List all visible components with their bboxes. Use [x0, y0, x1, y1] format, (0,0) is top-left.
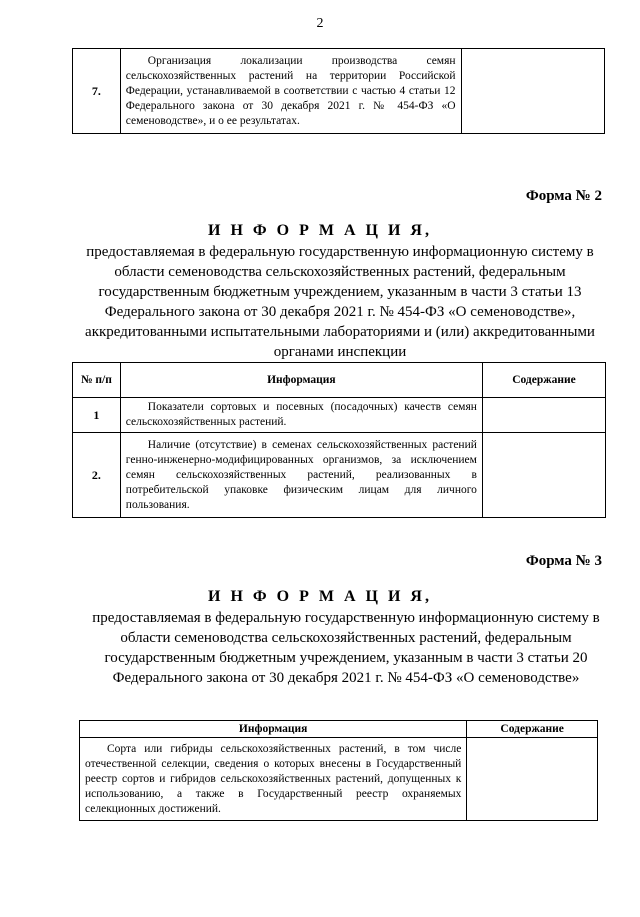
- row-number: 1: [73, 398, 121, 433]
- form2-title: И Н Ф О Р М А Ц И Я,: [208, 222, 432, 239]
- header-information: Информация: [80, 721, 467, 738]
- row-number: 7.: [73, 49, 121, 134]
- row-content: [467, 738, 598, 821]
- table-header-row: [73, 363, 606, 398]
- row-information: Показатели сортовых и посевных (посадочных) качеств семян сельскохозяйственных растений.: [120, 398, 482, 433]
- row-content: [482, 433, 605, 518]
- header-information: Информация: [120, 363, 482, 398]
- form2-subtitle: предоставляемая в федеральную государственную информационную систему в области семеноводства сельскохозяйственных растений, федеральным государственным бюджетным учреждением, указанным в части 3 статьи 13 Федерального закона от 30 декабря 2021 г. № 454-ФЗ «О семеноводстве», аккредитованными испытательными лабораториями и (или) аккредитованными органами инспекции: [85, 244, 595, 360]
- form3-subtitle: предоставляемая в федеральную государственную информационную систему в области семеноводства сельскохозяйственных растений, федеральным государственным бюджетным учреждением, указанным в части 3 статьи 20 Федерального закона от 30 декабря 2021 г. № 454-ФЗ «О семеноводстве»: [92, 610, 600, 686]
- row-information: Организация локализации производства семян сельскохозяйственных растений на территории Российской Федерации, устанавливаемой в соответствии с частью 4 статьи 12 Федерального закона от 30 декабря 2021 г. № 454-ФЗ «О семеноводстве», и о ее результатах.: [120, 49, 461, 134]
- table-row: [80, 738, 598, 821]
- page-number: 2: [316, 16, 324, 31]
- table-header-row: [80, 721, 598, 738]
- form2-table: [72, 362, 606, 518]
- row-content: [461, 49, 604, 134]
- row-content: [482, 398, 605, 433]
- header-number: № п/п: [73, 363, 121, 398]
- form2-label: Форма № 2: [525, 188, 602, 204]
- continuation-table: [72, 48, 605, 134]
- form3-title: И Н Ф О Р М А Ц И Я,: [208, 588, 432, 605]
- row-number: 2.: [73, 433, 121, 518]
- form3-table: [79, 720, 598, 821]
- header-content: Содержание: [482, 363, 605, 398]
- header-content: Содержание: [467, 721, 598, 738]
- table-row: [73, 433, 606, 518]
- form3-label: Форма № 3: [525, 553, 602, 569]
- row-information: Сорта или гибриды сельскохозяйственных растений, в том числе отечественной селекции, сведения о которых внесены в Государственный реестр сортов и гибридов сельскохозяйственных растений, допущенных к использованию, а также в Государственный реестр охраняемых селекционных достижений.: [80, 738, 467, 821]
- table-row: [73, 49, 605, 134]
- row-information: Наличие (отсутствие) в семенах сельскохозяйственных растений генно-инженерно-модифицированных организмов, за исключением семян сельскохозяйственных растений, реализованных в потребительской упаковке физическим лицам для личного пользования.: [120, 433, 482, 518]
- table-row: [73, 398, 606, 433]
